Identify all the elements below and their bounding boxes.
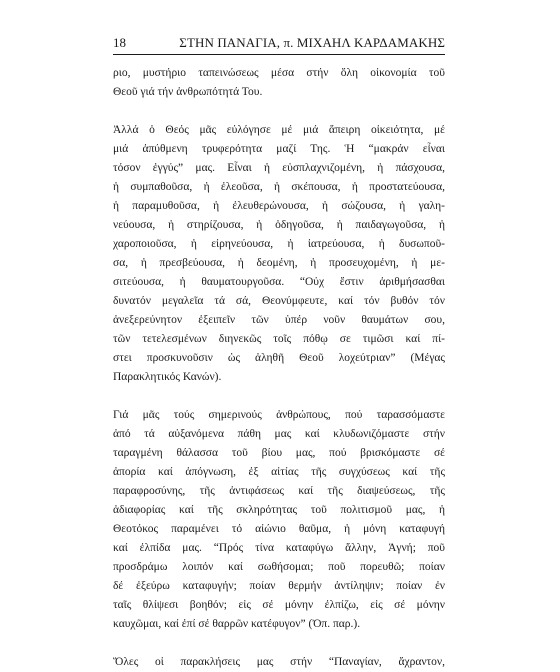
text-line: χαροποιοῦσα, ἡ εἰρηνεύουσα, ἡ ἰατρεύουσα, ἡ δυσωποῦ- xyxy=(113,238,445,250)
body-text xyxy=(113,64,445,672)
text-line: Θεοῦ γιά τήν ἀνθρωπότητά Του. xyxy=(113,86,263,98)
text-line: ἡ συμπαθοῦσα, ἡ ἐλεοῦσα, ἡ σκέπουσα, ἡ προστατεύουσα, xyxy=(113,181,445,193)
text-line: τόσον ἐγγύς” μας. Εἶναι ἡ εὐσπλαχνιζομένη, ἡ πάσχουσα, xyxy=(113,162,445,174)
text-line: Ἀλλά ὁ Θεός μᾶς εὐλόγησε μέ μιά ἄπειρη οἰκειότητα, μέ xyxy=(113,124,445,136)
page-header xyxy=(113,34,445,52)
paragraph-3 xyxy=(113,406,445,634)
text-line: Θεοτόκος παραμένει τό αἰώνιο θαῦμα, ἡ μόνη καταφυγή xyxy=(113,523,445,535)
text-line: Ὅλες οἱ παρακλήσεις μας στήν “Παναγίαν, ἄχραντον, xyxy=(113,656,445,668)
text-line: σιτεύουσα, ἡ θαυματουργοῦσα. “Οὐχ ἔστιν ἀριθμήσασθαι xyxy=(113,276,445,288)
text-line: τῶν τετελεσμένων διηνεκῶς τοῖς πόθῳ σε τιμῶσι καί πί- xyxy=(113,333,445,345)
text-line: ἀπό τά αὐξανόμενα πάθη μας καί κλυδωνιζόμαστε στήν xyxy=(113,428,445,440)
text-line: Παρακλητικός Κανών). xyxy=(113,371,222,383)
text-line: καί ἐλπίδα μας. “Πρός τίνα καταφύγω ἄλλην, Ἁγνή; ποῦ xyxy=(113,542,445,554)
text-line: ἀδιαφορίας καί τῆς σκληρότητας τοῦ πολιτισμοῦ μας, ἡ xyxy=(113,504,445,516)
text-line: καυχῶμαι, καί ἐπί σέ θαρρῶν κατέφυγον” (Ὀπ. παρ.). xyxy=(113,618,361,630)
text-line: παραφροσύνης, τῆς ἀντιφάσεως καί τῆς διαψεύσεως, τῆς xyxy=(113,485,445,497)
text-line: μιά ἀπύθμενη τρυφερότητα μαζί Της. Ἡ “μακράν εἶναι xyxy=(113,143,445,155)
text-line: δυνατόν μεγαλεῖα τά σά, Θεονύμφευτε, καί τόν βυθόν τόν xyxy=(113,295,445,307)
paragraph-1 xyxy=(113,64,445,102)
page-number: 18 xyxy=(113,35,126,50)
text-line: ἀνεξερεύνητον ἐξειπεῖν τῶν ὑπέρ νοῦν θαυμάτων σου, xyxy=(113,314,445,326)
text-line: ριο, μυστήριο ταπεινώσεως μέσα στήν ὅλη οἰκονομία τοῦ xyxy=(113,67,445,79)
text-line: ἡ παραμυθοῦσα, ἡ ἐλευθερώνουσα, ἡ σώζουσα, ἡ γαλη- xyxy=(113,200,445,212)
text-line: ταραγμένη θάλασσα τοῦ βίου μας, πού βρισκόμαστε σέ xyxy=(113,447,445,459)
paragraph-2 xyxy=(113,121,445,387)
text-line: στει προσκυνοῦσιν ὡς ἀληθῆ Θεοῦ λοχεύτριαν” (Μέγας xyxy=(113,352,445,364)
text-line: προσδράμω λοιπόν καί σωθήσομαι; ποῦ πορευθῶ; ποίαν xyxy=(113,561,445,573)
paragraph-4 xyxy=(113,653,445,672)
text-line: νεύουσα, ἡ στηρίζουσα, ἡ ὁδηγοῦσα, ἡ παιδαγωγοῦσα, ἡ xyxy=(113,219,445,231)
text-line: ἀπορία καί ἀπόγνωση, ἐξ αἰτίας τῆς συγχύσεως καί τῆς xyxy=(113,466,445,478)
running-head: ΣΤΗΝ ΠΑΝΑΓΙΑ, π. ΜΙΧΑΗΛ ΚΑΡΔΑΜΑΚΗΣ xyxy=(179,35,445,50)
text-line: ταῖς θλίψεσι βοηθόν; εἰς σέ μόνην ἐλπίζω, εἰς σέ μόνην xyxy=(113,599,445,611)
text-line: Γιά μᾶς τούς σημερινούς ἀνθρώπους, πού ταρασσόμαστε xyxy=(113,409,445,421)
header-rule xyxy=(113,54,445,55)
text-line: δέ ἐξεύρω καταφυγήν; ποίαν θερμήν ἀντίληψιν; ποίαν ἐν xyxy=(113,580,445,592)
text-line: σα, ἡ πρεσβεύουσα, ἡ δεομένη, ἡ προσευχομένη, ἡ με- xyxy=(113,257,445,269)
